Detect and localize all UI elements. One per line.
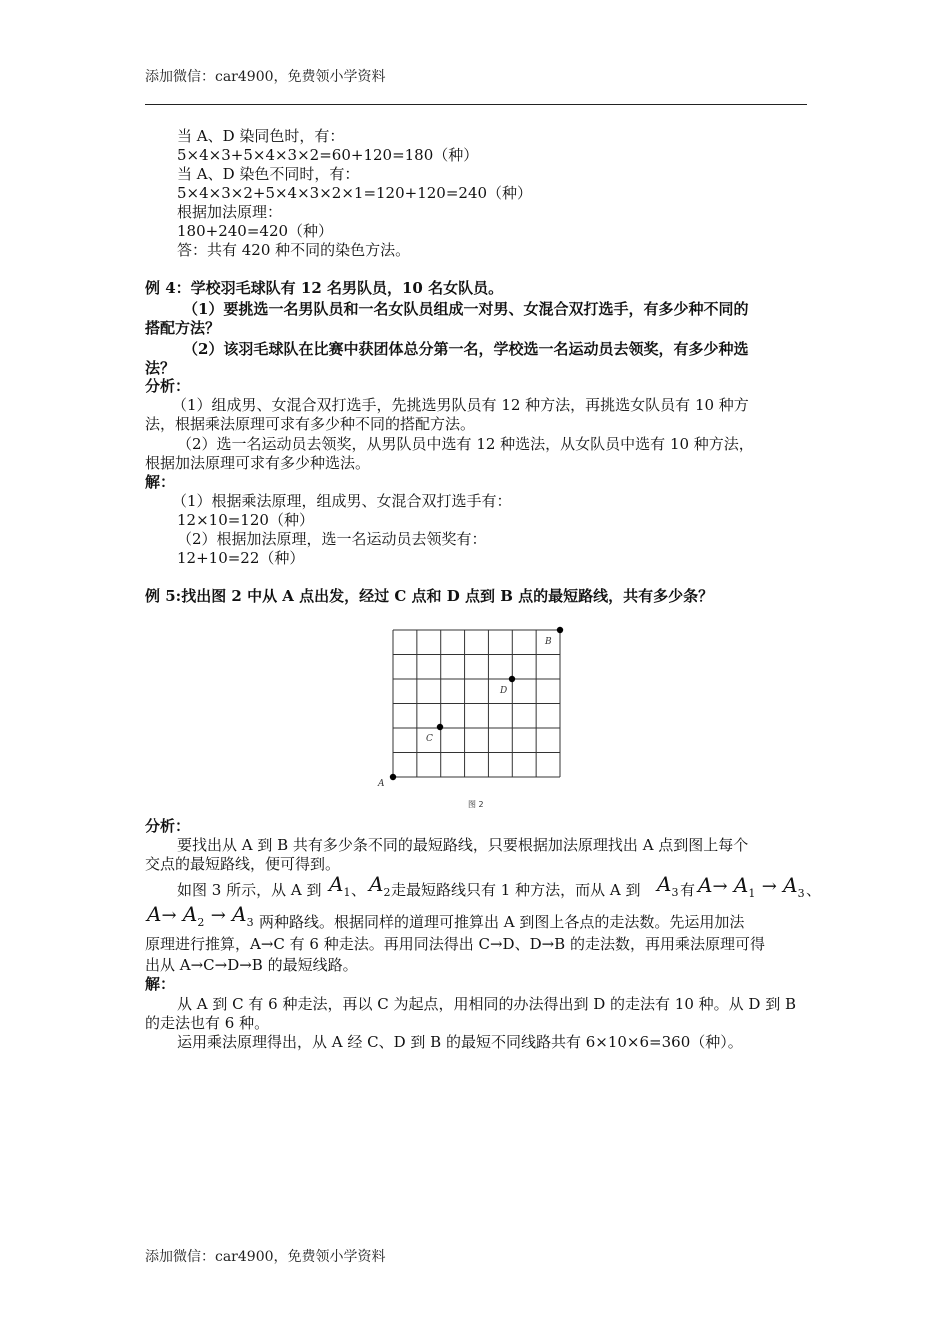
point-a	[390, 774, 396, 780]
header-divider	[145, 104, 807, 105]
text-line: 12×10=120（种）	[177, 511, 314, 529]
example-5-title: 例 5:找出图 2 中从 A 点出发，经过 C 点和 D 点到 B 点的最短路线，共有多少条？	[145, 587, 714, 605]
math-path-2: $A\to A_2 \to A_3$	[147, 902, 254, 929]
text-line: 根据加法原理：	[177, 203, 283, 221]
text-line: 5×4×3×2+5×4×3×2×1=120+120=240（种）	[177, 184, 533, 202]
page-header: 添加微信：car4900，免费领小学资料	[145, 69, 386, 85]
analysis-label: 分析：	[145, 817, 191, 835]
label-c: C	[426, 734, 433, 744]
text-line: 180+240=420（种）	[177, 222, 334, 240]
question-2-cont: 法？	[145, 359, 176, 377]
question-1-cont: 搭配方法？	[145, 319, 221, 337]
text-line: （2）根据加法原理，选一名运动员去领奖有：	[177, 530, 487, 548]
point-b	[557, 627, 563, 633]
text-line: 、	[806, 881, 822, 899]
math-a3: $A_3$	[657, 872, 679, 899]
text-line: 当 A、D 染同色时，有：	[177, 127, 345, 145]
text-line: 出从 A→C→D→B 的最短线路。	[145, 956, 358, 974]
math-path-1: $A\to A_1 \to A_3$	[698, 873, 805, 900]
point-c	[437, 724, 443, 730]
text-line: 答：共有 420 种不同的染色方法。	[177, 241, 411, 259]
text-line: （1）组成男、女混合双打选手，先挑选男队员有 12 种方法，再挑选女队员有 10 种方	[172, 396, 749, 414]
label-b: B	[545, 637, 552, 647]
text-line: 走最短路线只有 1 种方法，而从 A 到	[391, 881, 641, 899]
question-1: （1）要挑选一名男队员和一名女队员组成一对男、女混合双打选手，有多少种不同的	[183, 300, 749, 318]
solution-label: 解：	[145, 975, 176, 993]
point-d	[509, 676, 515, 682]
text-line: （2）选一名运动员去领奖，从男队员中选有 12 种选法，从女队员中选有 10 种方法，	[177, 435, 754, 453]
text-line: 原理进行推算，A→C 有 6 种走法。再用同法得出 C→D、D→B 的走法数，再用乘法原理可得	[145, 935, 765, 953]
math-a1: $A_1$	[329, 872, 351, 899]
text-line: 根据加法原理可求有多少种选法。	[145, 454, 371, 472]
grid-lines	[393, 630, 560, 777]
text-line: 从 A 到 C 有 6 种走法，再以 C 为起点，用相同的办法得出到 D 的走法有 10 种。从 D 到 B	[177, 995, 797, 1013]
text-line: 12+10=22（种）	[177, 549, 305, 567]
text-line: 如图 3 所示，从 A 到	[177, 881, 322, 899]
question-2: （2）该羽毛球队在比赛中获团体总分第一名，学校选一名运动员去领奖，有多少种选	[183, 340, 749, 358]
grid-figure	[370, 622, 580, 818]
text-line: 运用乘法原理得出，从 A 经 C、D 到 B 的最短不同线路共有 6×10×6=360（种）。	[177, 1033, 743, 1051]
text-line: 要找出从 A 到 B 共有多少条不同的最短路线，只要根据加法原理找出 A 点到图上每个	[177, 836, 749, 854]
label-d: D	[500, 686, 508, 696]
text-line: 、	[351, 881, 367, 899]
text-line: 两种路线。根据同样的道理可推算出 A 到图上各点的走法数。先运用加法	[259, 913, 745, 931]
text-line: 交点的最短路线，便可得到。	[145, 855, 341, 873]
text-line: 有	[680, 881, 696, 899]
math-a2: $A_2$	[369, 872, 391, 899]
analysis-label: 分析：	[145, 377, 191, 395]
text-line: （1）根据乘法原理，组成男、女混合双打选手有：	[172, 492, 512, 510]
label-a: A	[378, 779, 385, 789]
text-line: 法，根据乘法原理可求有多少种不同的搭配方法。	[145, 415, 476, 433]
text-line: 的走法也有 6 种。	[145, 1014, 270, 1032]
example-4-title: 例 4：学校羽毛球队有 12 名男队员，10 名女队员。	[145, 279, 504, 297]
text-line: 当 A、D 染色不同时，有：	[177, 165, 360, 183]
figure-caption: 图 2	[468, 800, 484, 809]
text-line: 5×4×3+5×4×3×2=60+120=180（种）	[177, 146, 479, 164]
page-footer: 添加微信：car4900，免费领小学资料	[145, 1249, 386, 1265]
solution-label: 解：	[145, 473, 176, 491]
